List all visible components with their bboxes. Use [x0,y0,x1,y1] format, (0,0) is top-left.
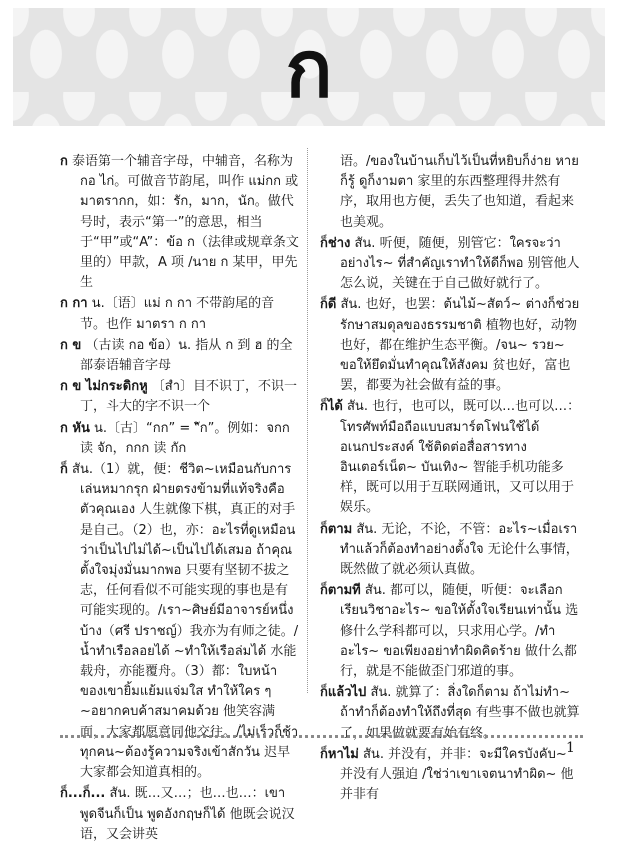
footer-separator [60,735,583,738]
dictionary-entry [320,520,582,581]
column-divider [307,148,308,693]
headword: ก หัน [60,420,90,436]
definition: 语。/ของในบ้านเก็บไว้เป็นที่หยิบก็ง่าย หายก็รู้ ดูก็งามตา 家里的东西整理得井然有序，取用也方便，丢失了也知道，看起来也美观。 [340,154,579,230]
dictionary-entry [60,377,300,417]
definition: สัน. 并没有，并非：จะมีใครบังคับ~ 并没有人强迫 /ใช่ว่าเขาเจตนาทำผิด~ 他并非有 [340,746,574,803]
headword: ก็ช่าง [320,235,351,251]
letter-banner [13,8,605,126]
headword: ก็ได้ [320,399,343,415]
headword: ก กา [60,296,88,312]
dictionary-entry [60,152,300,293]
dictionary-entry [60,294,300,334]
headword: ก็...ก็... [60,786,106,802]
definition: 〔สำ〕目不识丁，不识一丁，斗大的字不识一个 [80,379,298,415]
left-column [60,152,300,846]
headword: ก็ดี [320,297,337,313]
headword: ก็ [60,462,68,478]
definition: สัน. 无论，不论，不管：อะไร~เมื่อเราทำแล้วก็ต้องทำอย่างตั้งใจ 无论什么事情，既然做了就必须认真做。 [340,521,579,578]
dictionary-entry [60,419,300,459]
definition: สัน. 也好，也罢：ต้นไม้~สัตว์~ ต่างก็ช่วยรักษาสมดุลของธรรมชาติ 植物也好，动物也好，都在维护生态平衡。/จน~ รวย~ ขอให้ยึดมั่นทำคุณให้สังคม 贫也好，富也罢，都要为社会做有益的事。 [340,297,580,394]
definition: สัน. 也行，也可以，既可以…也可以…：โทรศัพท์มือถือแบบสมาร์ตโฟนใช้ได้อเนกประสงค์ ใช้ติดต่อสื่อสารทางอินเตอร์เน็ต~ บันเทิง~ 智能手机功能多样，既可以用于互联网通讯，又可以用于娱乐。 [340,399,581,516]
right-column [320,152,582,807]
definition: น.〔古〕“กก” = “ัก”。例如：จกก 读 จัก，กกก 读 กัก [80,420,290,456]
section-letter: ก [285,25,333,115]
headword: ก [60,154,68,169]
definition: สัน.（1）就，便：ชีวิต~เหมือนกับการเล่นหมากรุก ฝ่ายตรงข้ามที่แท้จริงคือตัวคุณเอง 人生就像下棋，真正的对手是自己。（2）也，亦：อะไรที่ดูเหมือนว่าเป็นไปไม่ได้~เป็นไปได้เสมอ ถ้าคุณตั้งใจมุ่งมั่นมากพอ 只要有坚韧不拔之志，任何看似不可能实现的事也是有可能实现的。/เรา~ศิษย์มีอาจารย์หนึ่งบ้าง（ศรี ปราชญ์）我亦为有师之徒。/น้ำทำเรือลอยได้ ~ทำให้เรือล่มได้ 水能载舟，亦能覆舟。（3）都：ใบหน้าของเขายิ้มแย้มแจ่มใส ทำให้ใคร ๆ ~อยากคบค้าสมาคมด้วย 他笑容满面，大家都愿意同他交往。/ไม่เร็วก็ช้า ทุกคน~ต้องรู้ความจริงเข้าสักวัน 迟早大家都会知道真相的。 [72,462,299,781]
definition: สัน. 既…又…；也…也…：เขาพูดจีนก็เป็น พูดอังกฤษก็ได้ 他既会说汉语，又会讲英 [80,786,295,842]
dictionary-entry [60,336,300,376]
definition: 泰语第一个辅音字母，中辅音，名称为 กอ ไก่。可做音节韵尾，叫作 แม่กก 或 มาตรากก，如：รัก，มาก，นัก。做代号时，表示“第一”的意思，相当于“甲”或“A”：ข้อ ก（法律或规章条文里的）甲款，A 项 /นาย ก 某甲，甲先生 [72,154,299,291]
dictionary-entry [60,784,300,845]
definition: สัน. 都可以，随便，听便：จะเลือกเรียนวิชาอะไร~ ขอให้ตั้งใจเรียนเท่านั้น 选修什么学科都可以，只求用心学。/ทำอะไร~ ขอเพียงอย่าทำผิดคิดร้าย 做什么都行，就是不能做歪门邪道的事。 [340,583,579,680]
headword: ก็ตามที [320,583,361,599]
headword: ก ข [60,337,82,353]
definition: น.〔语〕แม่ ก กา 不带韵尾的音节。也作 มาตรา ก กา [80,296,275,332]
headword: ก ข ไม่กระดิกหู [60,379,148,395]
definition: สัน. 就算了：สิ่งใดก็ตาม ถ้าไม่ทำ~ ถ้าทำก็ต้องทำให้ถึงที่สุด 有些事不做也就算了，如果做就要有始有终。 [340,685,580,741]
headword: ก็ตาม [320,521,353,537]
dictionary-entry [320,234,582,295]
dictionary-entry [320,745,582,806]
definition: （古读 กอ ข้อ）น. 指从 ก 到 ฮ 的全部泰语辅音字母 [80,337,293,374]
entry-continuation [320,152,582,233]
dictionary-entry [320,295,582,396]
headword: ก็แล้วไป [320,685,367,701]
dictionary-entry [320,581,582,682]
dictionary-entry [320,397,582,518]
definition: สัน. 听便，随便，别管它：ใครจะว่าอย่างไร~ ที่สำคัญเราทำให้ดีก็พอ 别管他人怎么说，关键在于自己做好就行了。 [340,235,580,292]
page-number: 1 [566,740,575,756]
headword: ก็หาไม่ [320,746,359,762]
